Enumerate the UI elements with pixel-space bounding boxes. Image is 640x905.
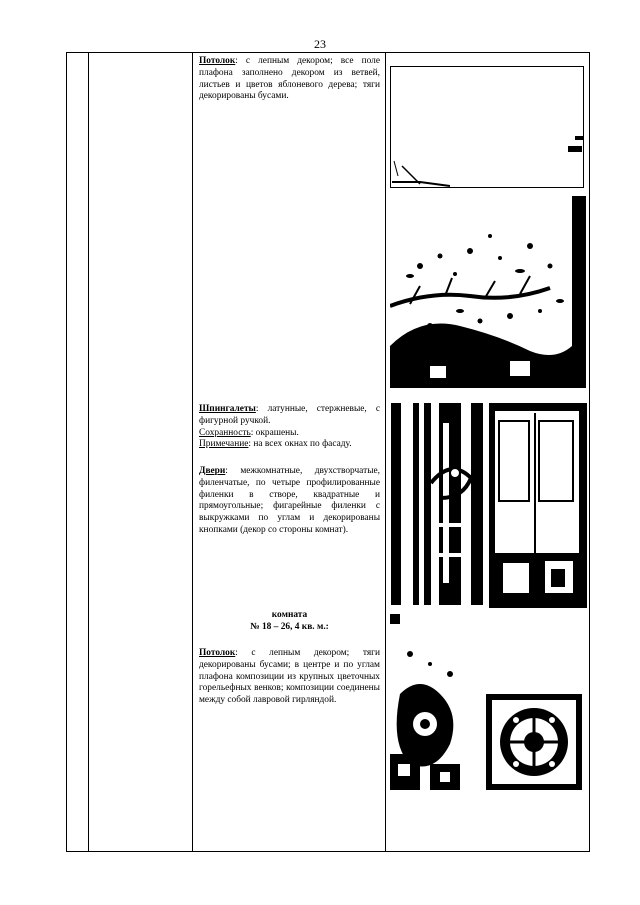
photo-ceiling-corner	[390, 66, 584, 188]
column-divider-1	[88, 52, 89, 852]
photo-wreath-rosette	[486, 694, 582, 790]
photo-ceiling-branches	[390, 196, 586, 388]
ceiling-text-2: : с лепным декором; тяги декорированы бусами; в центре и по углам плафона композиции из крупных цветочных горельефных венков; композиции соединены между собой лавровой гирляндой.	[199, 648, 380, 706]
room-heading-line1: комната	[271, 610, 308, 620]
doors-text: : межкомнатные, двухстворчатые, филенчатые, по четыре профилированные филенки в створе, квадратные и прямоугольные; фигарейные филенки с выкружками по углам и декорированы кнопками (декор со стороны комнат).	[199, 466, 380, 535]
espagnolettes-description	[199, 404, 380, 451]
ceiling-label: Потолок	[199, 56, 236, 66]
photo-espagnolette	[391, 403, 483, 605]
doors-label: Двери	[199, 466, 226, 476]
room-heading-line2: № 18 – 26, 4 кв. м.:	[250, 621, 329, 632]
ceiling-description-1	[199, 56, 380, 103]
espagnolettes-label: Шпингалеты	[199, 404, 256, 414]
room-heading	[199, 610, 380, 634]
ceiling-description-2	[199, 648, 380, 707]
note-label: Примечание	[199, 439, 249, 450]
photo-wreath-corner	[390, 614, 476, 790]
ceiling-text: : с лепным декором; все поле плафона заполнено декором из ветвей, листьев и цветов яблоневого дерева; тяги декорированы бусами.	[199, 56, 380, 102]
photo-door	[489, 403, 587, 608]
ceiling-label-2: Потолок	[199, 648, 236, 658]
condition-label: Сохранность	[199, 427, 251, 438]
column-divider-2	[192, 52, 193, 852]
page-number: 23	[314, 37, 326, 51]
note-text: : на всех окнах по фасаду.	[248, 439, 352, 450]
column-divider-3	[385, 52, 386, 852]
espagnolettes-text: : латунные, стержневые, с фигурной ручкой.	[199, 404, 380, 426]
condition-text: : окрашены.	[250, 427, 299, 438]
doors-description	[199, 466, 380, 537]
